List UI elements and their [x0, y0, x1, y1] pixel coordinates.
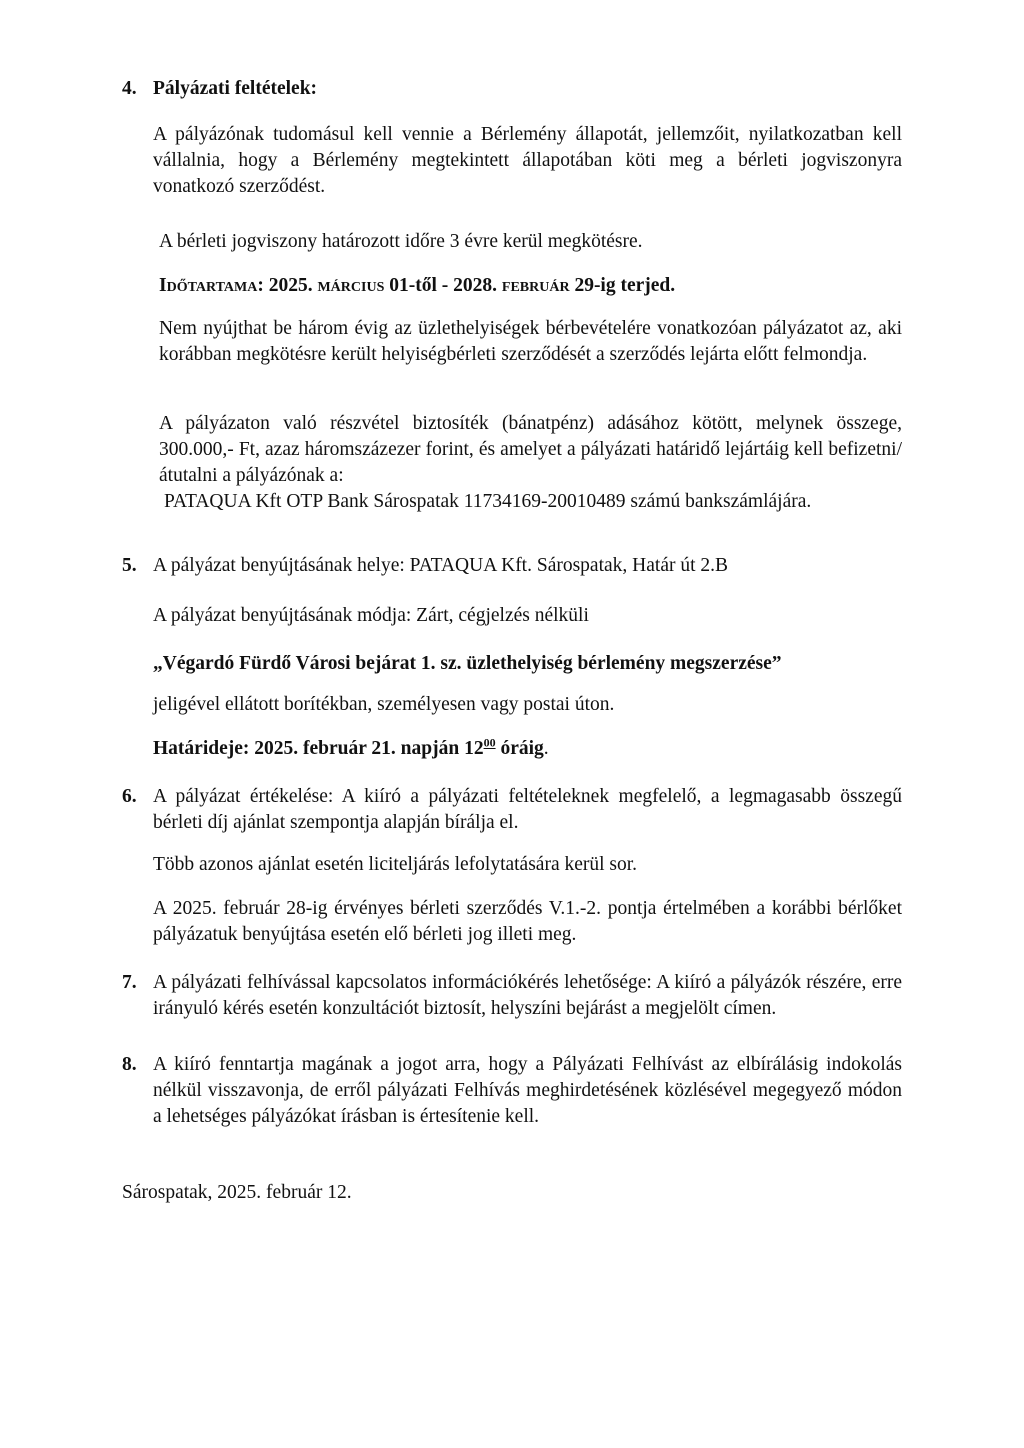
section-number: 6.	[122, 786, 137, 807]
paragraph-submission-method: A pályázat benyújtásának módja: Zárt, cégjelzés nélküli	[153, 605, 589, 626]
duration-day-end: 29-ig terjed.	[574, 275, 676, 296]
deadline-text: Határideje: 2025. február 21. napján 12	[153, 738, 484, 759]
section-number: 4.	[122, 78, 137, 99]
paragraph-information: A pályázati felhívással kapcsolatos információkérés lehetősége: A kiíró a pályázók részére, erre irányuló kérés esetén konzultációt biztosít, helyszíni bejárást a megjelölt címen.	[153, 972, 902, 1019]
deadline-suffix: óráig	[495, 738, 544, 759]
paragraph-evaluation: A pályázat értékelése: A kiíró a pályázati feltételeknek megfelelő, a legmagasabb összegű bérleti díj ajánlat szempontja alapján bírálja el.	[153, 786, 902, 833]
paragraph-envelope-code: „Végardó Fürdő Városi bejárat 1. sz. üzlethelyiség bérlemény megszerzése”	[153, 653, 782, 674]
paragraph-condition: A pályázónak tudomásul kell vennie a Bérlemény állapotát, jellemzőit, nyilatkozatban kell vállalnia, hogy a Bérlemény megtekintett állapotában köti meg a bérleti jogviszonyra vonatkozó szerződést.	[153, 124, 902, 197]
paragraph-delivery: jeligével ellátott borítékban, személyesen vagy postai úton.	[153, 694, 615, 715]
paragraph-term: A bérleti jogviszony határozott időre 3 évre kerül megkötésre.	[159, 231, 643, 252]
duration-year-start: 2025.	[268, 275, 313, 296]
section-number: 5.	[122, 555, 137, 576]
section-number: 8.	[122, 1054, 137, 1075]
duration-month-start: március	[317, 275, 385, 296]
duration-label: Időtartama:	[159, 275, 264, 296]
paragraph-withdrawal: A kiíró fenntartja magának a jogot arra, hogy a Pályázati Felhívást az elbírálásig indokolás nélkül visszavonja, de erről pályázati Felhívás meghirdetésének közlésével megegyező módon a lehetséges pályázókat írásban is értesítenie kell.	[153, 1054, 902, 1127]
section-heading: Pályázati feltételek:	[153, 78, 318, 99]
paragraph-deposit: A pályázaton való részvétel biztosíték (bánatpénz) adásához kötött, melynek összege, 300.000,- Ft, azaz háromszázezer forint, és amelyet a pályázati határidő lejártáig kell befizetni/átutalni a pályázónak a:	[159, 413, 902, 486]
paragraph-restriction: Nem nyújthat be három évig az üzlethelyiségek bérbevételére vonatkozóan pályázatot az, aki korábban megkötésre került helyiségbérleti szerződését a szerződés lejárta előtt felmondja.	[159, 318, 902, 365]
paragraph-deadline	[153, 736, 902, 762]
paragraph-bank-account: PATAQUA Kft OTP Bank Sárospatak 11734169-20010489 számú bankszámlájára.	[164, 491, 812, 512]
place-date: Sárospatak, 2025. február 12.	[122, 1182, 352, 1203]
paragraph-submission-place: A pályázat benyújtásának helye: PATAQUA Kft. Sárospatak, Határ út 2.B	[153, 555, 729, 576]
deadline-minutes: 00	[483, 735, 496, 750]
paragraph-duration	[159, 273, 902, 299]
section-number: 7.	[122, 972, 137, 993]
duration-day-start: 01-től - 2028.	[389, 275, 498, 296]
duration-month-end: február	[501, 275, 570, 296]
deadline-end: .	[543, 738, 549, 759]
paragraph-auction: Több azonos ajánlat esetén liciteljárás lefolytatására kerül sor.	[153, 854, 638, 875]
paragraph-preemption: A 2025. február 28-ig érvényes bérleti szerződés V.1.-2. pontja értelmében a korábbi bérlőket pályázatuk benyújtása esetén elő bérleti jog illeti meg.	[153, 898, 902, 945]
